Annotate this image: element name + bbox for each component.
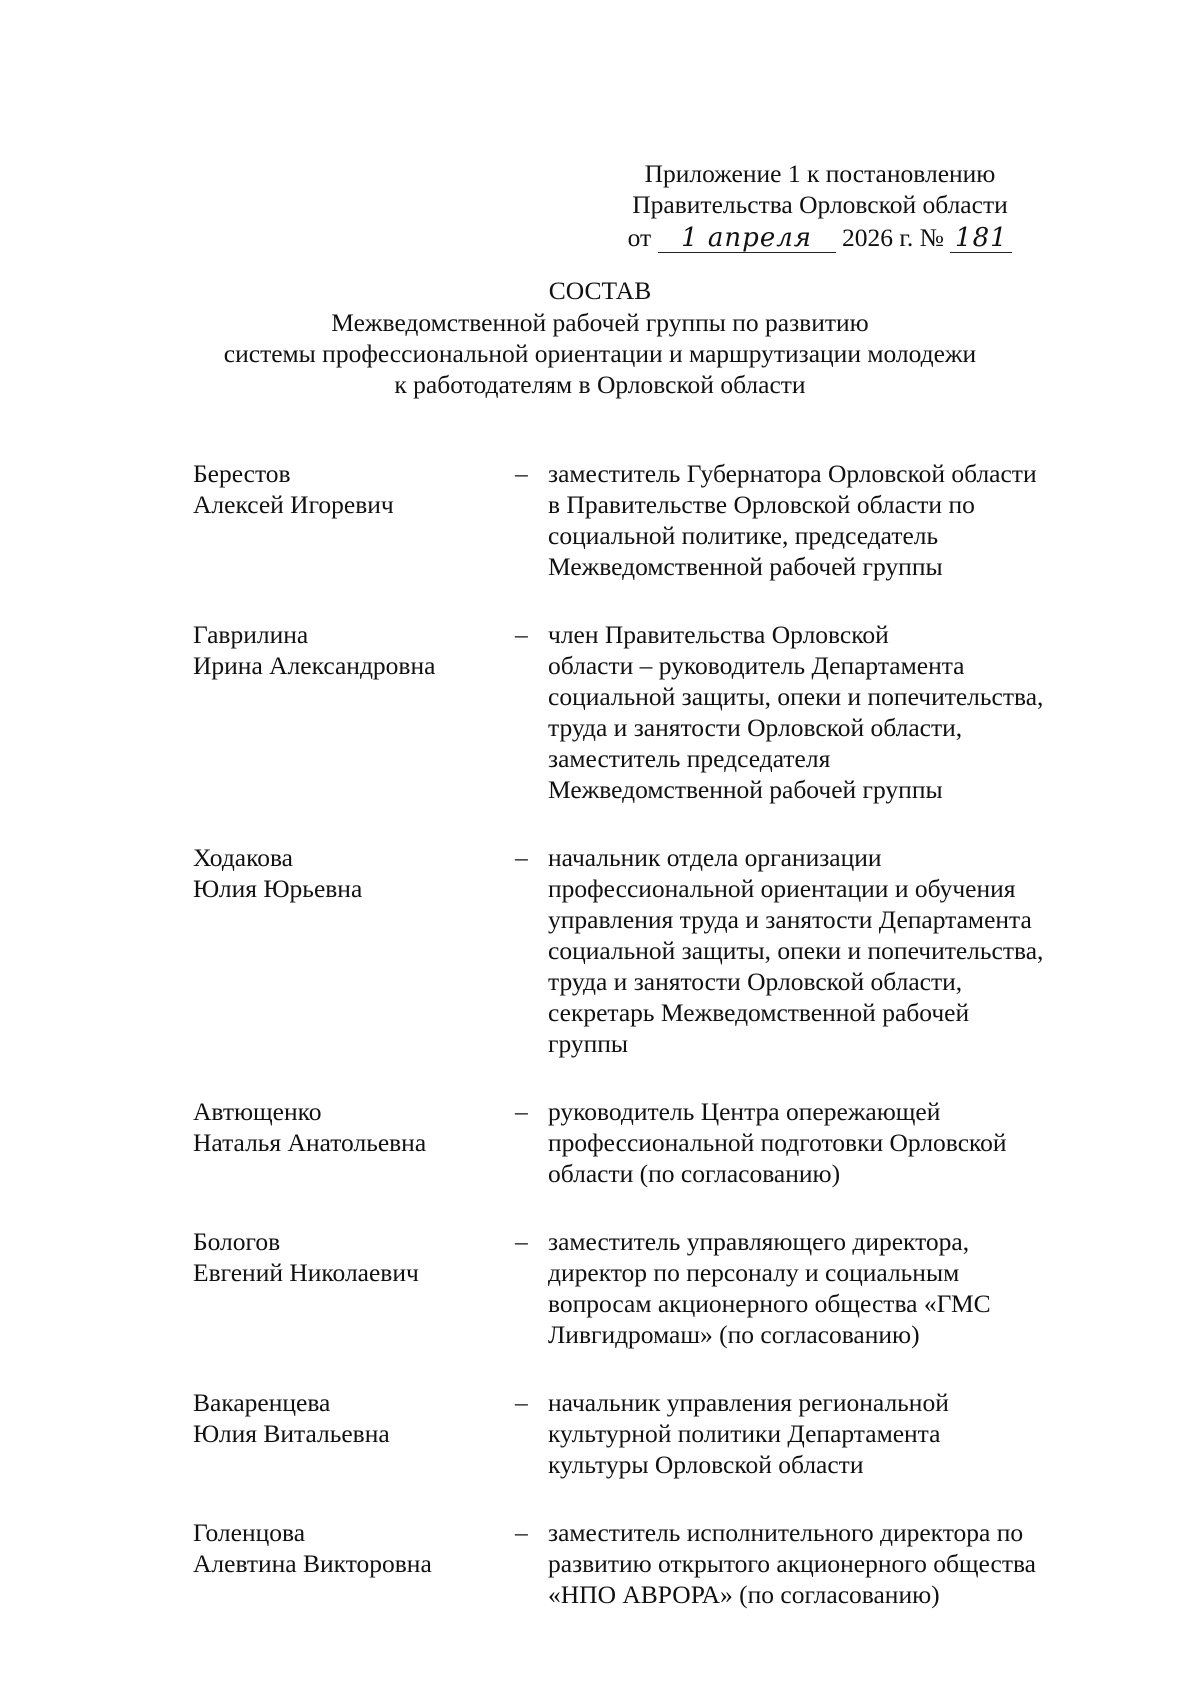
dash-separator: – (515, 459, 528, 488)
role-line: заместитель исполнительного директора по (548, 1518, 1024, 1547)
role-line: культурной политики Департамента (548, 1419, 941, 1448)
title-line: к работодателям в Орловской области (394, 370, 806, 399)
role-line: развитию открытого акционерного общества (548, 1549, 1036, 1578)
role-line: вопросам акционерного общества «ГМС (548, 1289, 991, 1318)
appendix-line: Правительства Орловской области (632, 190, 1008, 219)
member-surname: Гаврилина (193, 620, 309, 649)
member-given-names: Юлия Витальевна (193, 1419, 390, 1448)
member-role (548, 458, 1093, 582)
role-line: группы (548, 1029, 629, 1058)
dash-separator: – (515, 843, 528, 872)
role-line: труда и занятости Орловской области, (548, 713, 963, 742)
role-line: Межведомственной рабочей группы (548, 775, 943, 804)
role-line: социальной защиты, опеки и попечительства, (548, 936, 1044, 965)
member-entry (193, 619, 1113, 805)
role-line: Ливгидромаш» (по согласованию) (548, 1320, 920, 1349)
member-list (193, 458, 1113, 1647)
role-line: Межведомственной рабочей группы (548, 552, 943, 581)
member-name (193, 458, 493, 520)
title-line: системы профессиональной ориентации и маршрутизации молодежи (223, 339, 977, 368)
dash-separator: – (515, 1388, 528, 1417)
document-title (0, 275, 1200, 400)
member-surname: Голенцова (193, 1518, 306, 1547)
member-name (193, 1096, 493, 1158)
member-role (548, 1517, 1093, 1610)
role-line: заместитель управляющего директора, (548, 1227, 970, 1256)
role-line: заместитель Губернатора Орловской области (548, 459, 1037, 488)
role-line: профессиональной ориентации и обучения (548, 874, 1016, 903)
role-line: «НПО АВРОРА» (по согласованию) (548, 1580, 940, 1609)
member-name (193, 1517, 493, 1579)
date-number-line (600, 222, 1040, 253)
member-role (548, 1226, 1093, 1350)
member-given-names: Наталья Анатольевна (193, 1128, 427, 1157)
member-entry (193, 842, 1113, 1059)
role-line: области – руководитель Департамента (548, 651, 965, 680)
appendix-header (600, 158, 1040, 253)
title-heading: СОСТАВ (548, 276, 652, 305)
member-entry (193, 1387, 1113, 1480)
member-entry (193, 458, 1113, 582)
appendix-line: Приложение 1 к постановлению (644, 159, 996, 188)
member-entry (193, 1226, 1113, 1350)
member-given-names: Алексей Игоревич (193, 490, 394, 519)
role-line: начальник управления региональной (548, 1388, 949, 1417)
role-line: управления труда и занятости Департамента (548, 905, 1032, 934)
year-number-label: 2026 г. № (841, 223, 944, 252)
role-line: социальной политике, председатель (548, 521, 939, 550)
member-name (193, 1226, 493, 1288)
member-surname: Бологов (193, 1227, 281, 1256)
member-role (548, 842, 1093, 1059)
handwritten-number: 181 (950, 224, 1012, 253)
dash-separator: – (515, 1227, 528, 1256)
member-given-names: Алевтина Викторовна (193, 1549, 432, 1578)
member-role (548, 619, 1093, 805)
role-line: профессиональной подготовки Орловской (548, 1128, 1007, 1157)
member-given-names: Юлия Юрьевна (193, 874, 363, 903)
role-line: заместитель председателя (548, 744, 831, 773)
member-surname: Вакаренцева (193, 1388, 331, 1417)
member-name (193, 619, 493, 681)
member-role (548, 1387, 1093, 1480)
title-line: Межведомственной рабочей группы по развитию (331, 308, 869, 337)
dash-separator: – (515, 620, 528, 649)
member-surname: Берестов (193, 459, 291, 488)
role-line: начальник отдела организации (548, 843, 882, 872)
role-line: области (по согласованию) (548, 1159, 841, 1188)
role-line: директор по персоналу и социальным (548, 1258, 960, 1287)
member-given-names: Ирина Александровна (193, 651, 436, 680)
role-line: труда и занятости Орловской области, (548, 967, 963, 996)
role-line: секретарь Межведомственной рабочей (548, 998, 970, 1027)
date-prefix: от (627, 223, 652, 252)
member-entry (193, 1096, 1113, 1189)
member-name (193, 1387, 493, 1449)
handwritten-date: 1 апреля (658, 224, 836, 253)
role-line: член Правительства Орловской (548, 620, 889, 649)
member-role (548, 1096, 1093, 1189)
role-line: социальной защиты, опеки и попечительства, (548, 682, 1044, 711)
member-entry (193, 1517, 1113, 1610)
role-line: культуры Орловской области (548, 1450, 864, 1479)
role-line: руководитель Центра опережающей (548, 1097, 941, 1126)
member-surname: Ходакова (193, 843, 293, 872)
role-line: в Правительстве Орловской области по (548, 490, 975, 519)
dash-separator: – (515, 1097, 528, 1126)
member-given-names: Евгений Николаевич (193, 1258, 419, 1287)
member-surname: Автющенко (193, 1097, 322, 1126)
dash-separator: – (515, 1518, 528, 1547)
member-name (193, 842, 493, 904)
